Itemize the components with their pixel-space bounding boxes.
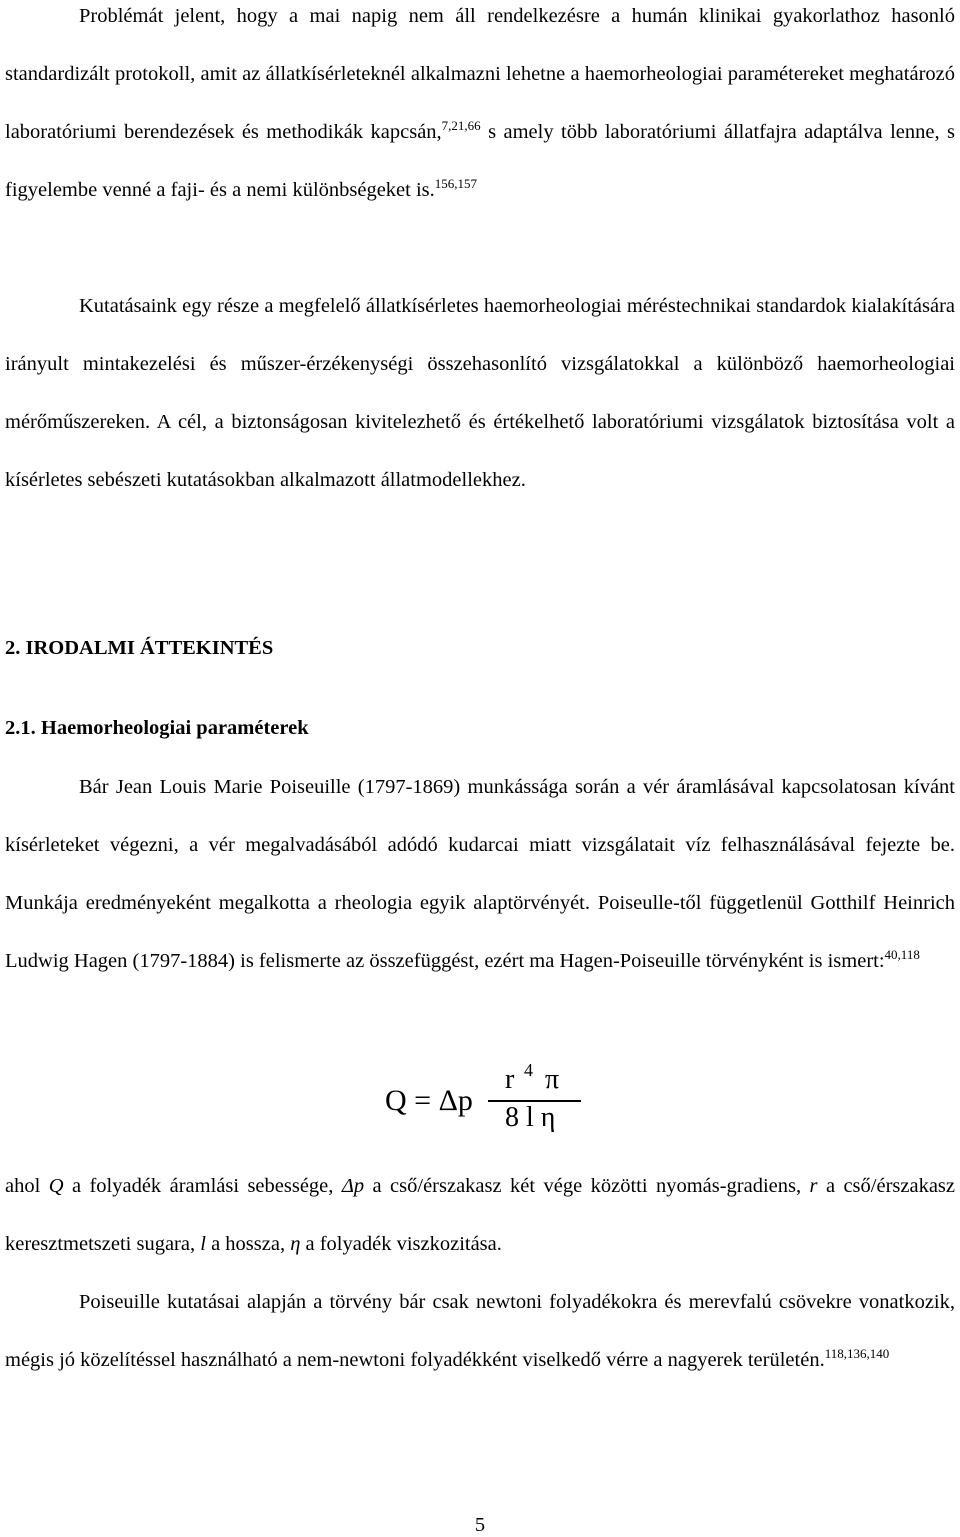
formula-numerator-exponent: 4 [524, 1060, 533, 1080]
citation: 118,136,140 [824, 1346, 890, 1361]
paragraph-protocol-problem: Problémát jelent, hogy a mai napig nem áll rendelkezésre a humán klinikai gyakorlathoz hasonló standardizált protokoll, amit az állatkísérleteknél alkalmazni lehetne a haemorheologiai paramétereket meghatározó laboratóriumi berendezések és methodikák kapcsán,$^{7,21,66}$ s amely több laboratóriumi állatfajra adaptálva lenne, s figyelembe venné a faji- és a nemi különbségeket is.$^{156,157}$ [5, 5, 955, 201]
paragraph-poiseuille-law-scope: Poiseuille kutatásai alapján a törvény bár csak newtoni folyadékokra és merevfalú csövekre vonatkozik, mégis jó közelítéssel használható a nem-newtoni folyadékként viselkedő vérre a nagyerek területén.$^{118,136,140}$ [5, 1291, 955, 1371]
citation: 7,21,66 [441, 118, 481, 133]
hagen-poiseuille-formula [5, 1062, 955, 1162]
subsection-heading: 2.1. Haemorheologiai paraméterek [5, 717, 309, 739]
citation: 40,118 [884, 947, 920, 962]
formula-numerator-pi: π [545, 1064, 560, 1095]
formula-lhs: Q = Δp [385, 1084, 473, 1117]
paragraph-poiseuille-history: Bár Jean Louis Marie Poiseuille (1797-1869) munkássága során a vér áramlásával kapcsolatosan kívánt kísérleteket végezni, a vér megalvadásából adódó kudarcai miatt vizsgálatait víz felhasználásával fejezte be. Munkája eredményeként megalkotta a rheologia egyik alaptörvényét. Poiseulle-től függetlenül Gotthilf Heinrich Ludwig Hagen (1797-1884) is felismerte az összefüggést, ezért ma Hagen-Poiseuille törvényként is ismert:$^{40,118}$ [5, 776, 955, 972]
formula-numerator-r: r [505, 1064, 515, 1095]
section-heading: 2. IRODALMI ÁTTEKINTÉS [5, 637, 274, 659]
paragraph-formula-variables: ahol Q a folyadék áramlási sebessége, Δp a cső/érszakasz két vége közötti nyomás-gradiens, r a cső/érszakasz keresztmetszeti sugara, l a hossza, η a folyadék viszkozitása. [5, 1175, 956, 1255]
paragraph-research-aims: Kutatásaink egy része a megfelelő állatkísérletes haemorheologiai méréstechnikai standardok kialakítására irányult mintakezelési és műszer-érzékenységi összehasonlító vizsgálatokkal a különböző haemorheologiai mérőműszereken. A cél, a biztonságosan kivitelezhető és értékelhető laboratóriumi vizsgálatok biztosítása volt a kísérletes sebészeti kutatásokban alkalmazott állatmodellekhez. [5, 295, 955, 491]
citation: 156,157 [434, 176, 478, 191]
page-number: 5 [474, 1514, 486, 1536]
formula-denominator: 8 l η [505, 1102, 556, 1133]
